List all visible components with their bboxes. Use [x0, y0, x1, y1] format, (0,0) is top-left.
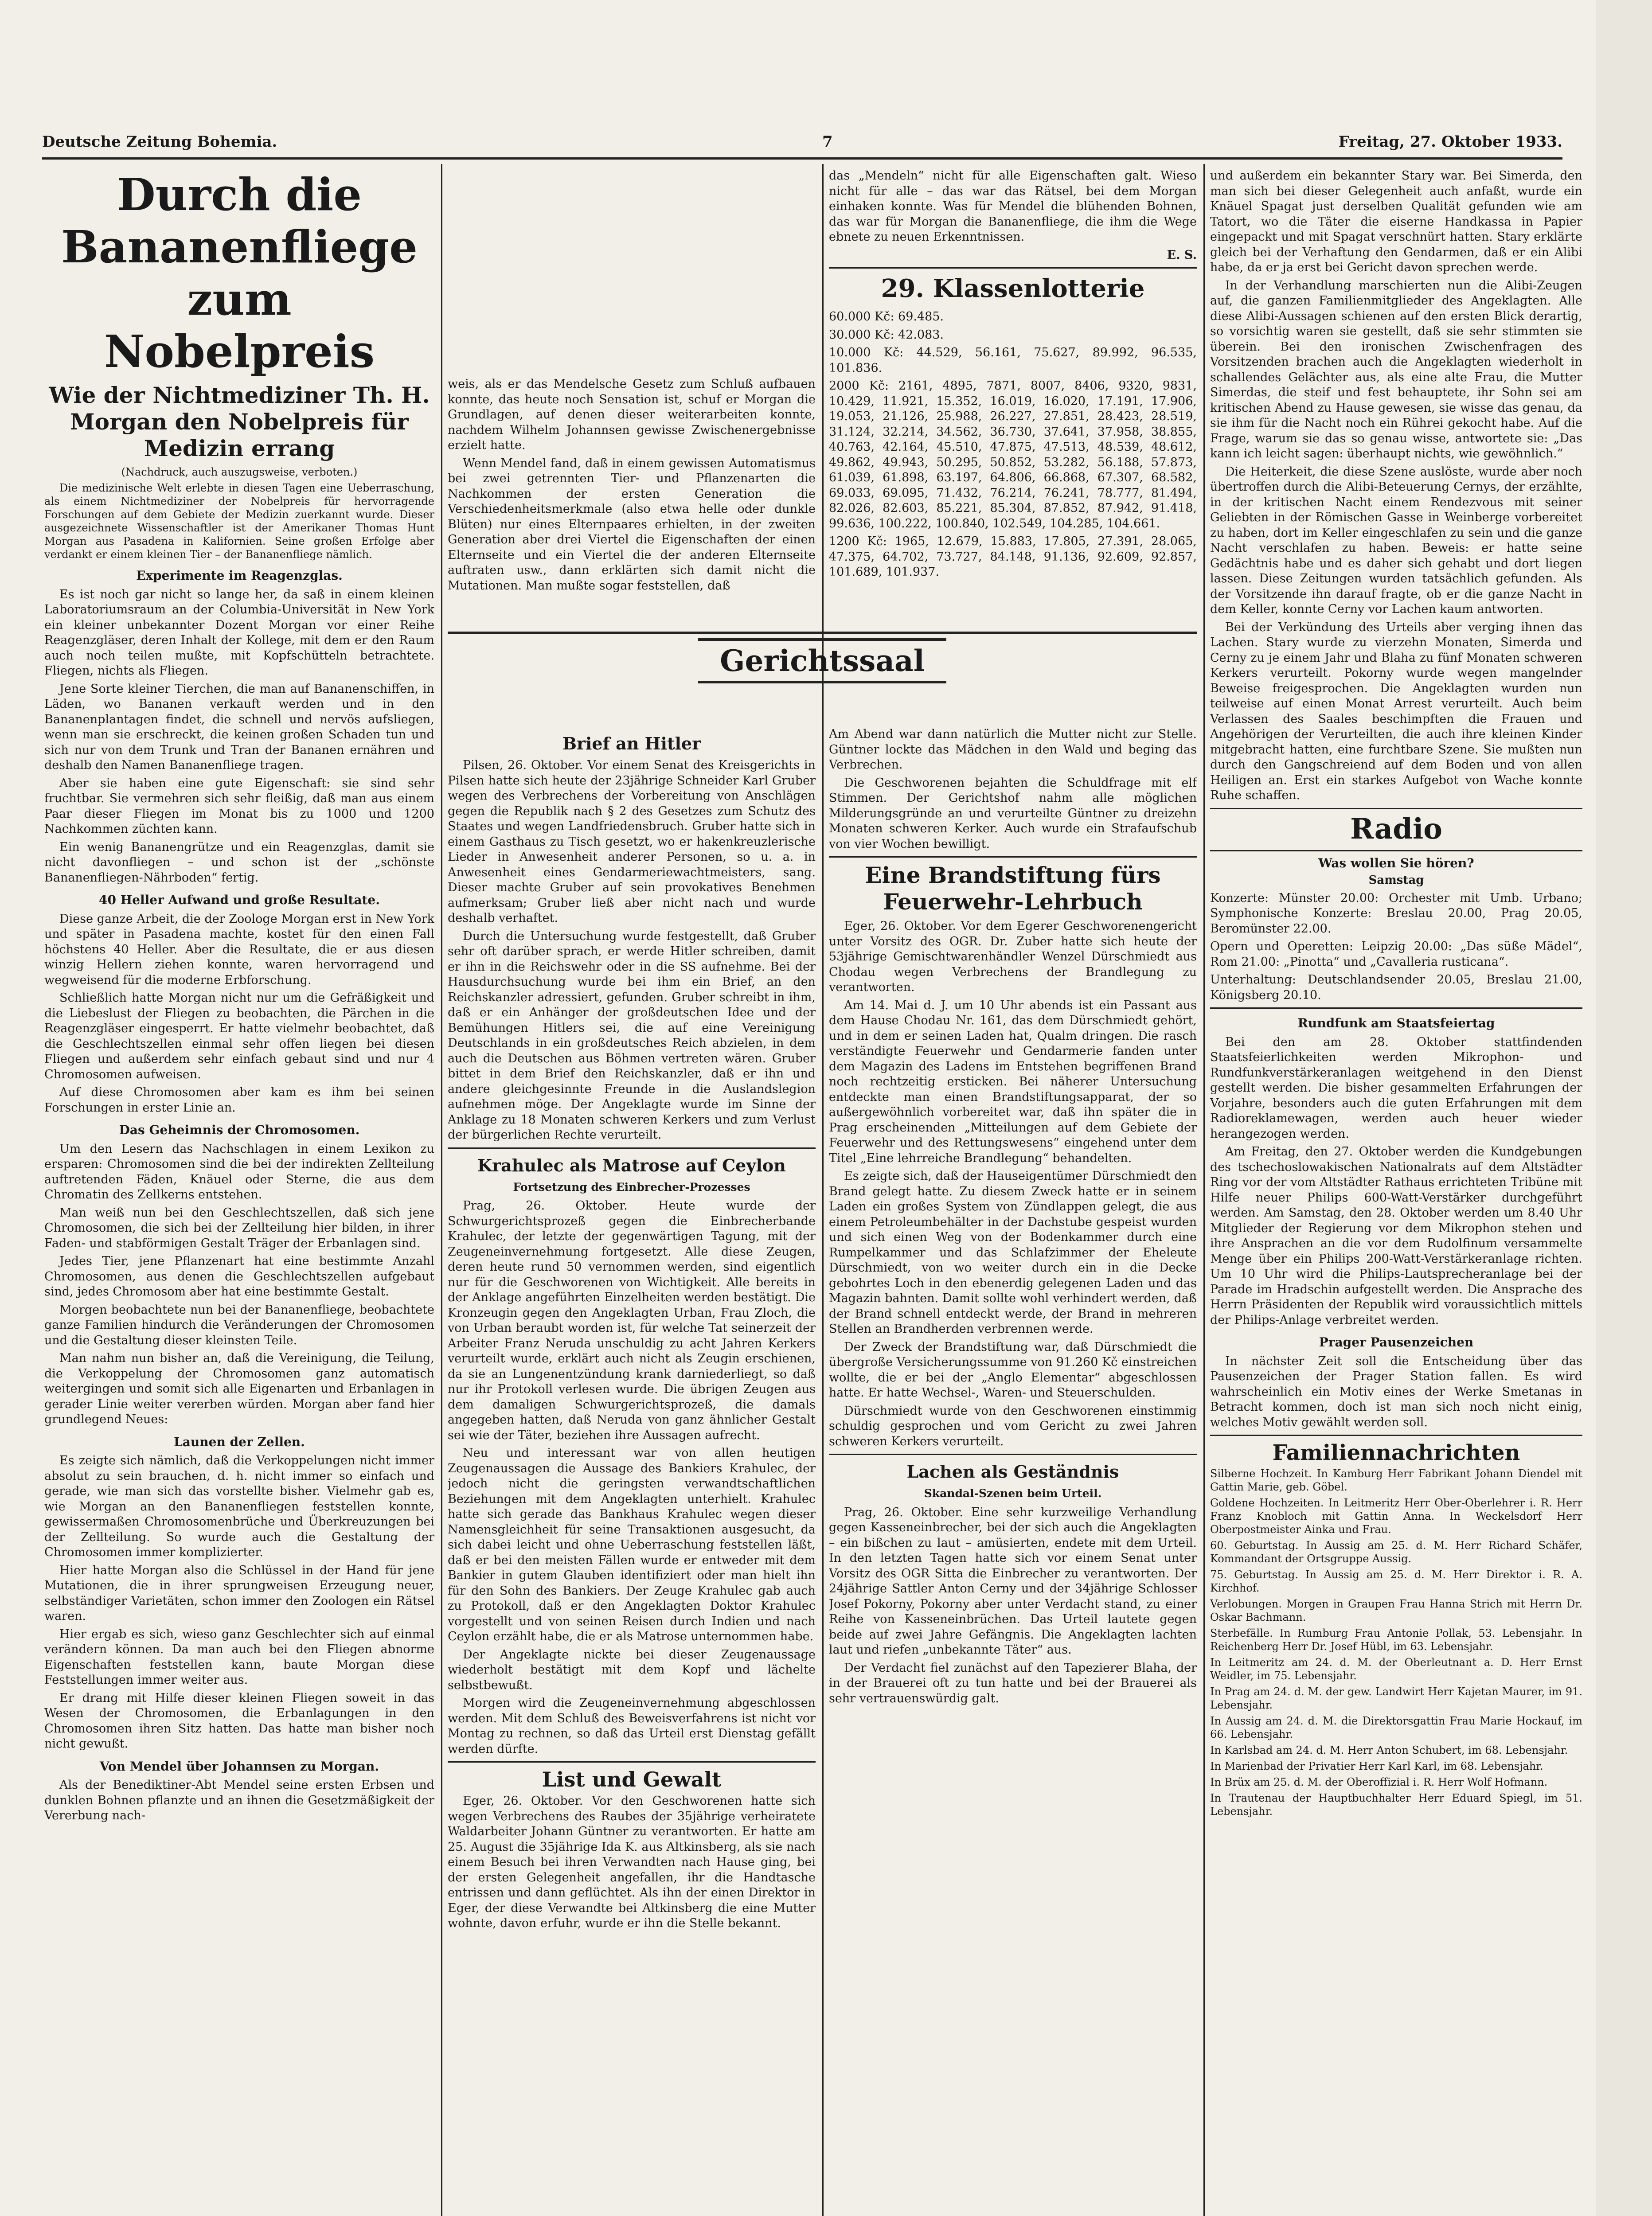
author-signature: E. S.: [1167, 248, 1197, 262]
paragraph: Auf diese Chromosomen aber kam es ihm bei seinen Forschungen in erster Linie an.: [44, 1085, 434, 1115]
paragraph: Am Freitag, den 27. Oktober werden die Kundgebungen des tschechoslowakischen Nationalrats auf dem Altstädter Ring vor der vom Altstädter Rathaus errichteten Tribüne mit Hilfe neuer Philips 600-Watt-Verstärker durchgeführt werden. Am Samstag, den 28. Oktober werden um 8.40 Uhr Mitglieder der Regierung vor dem Mikrophon stehen und ihre Ansprachen an die vor dem Rudolfinum versammelte Menge über ein Philips 200-Watt-Verstärkeranlage richten. Um 10 Uhr wird die Philips-Lautsprecheranlage bei der Parade im Hradschin aufgestellt werden. Die Ansprache des Herrn Präsidenten der Republik wird voraussichtlich mittels der Philips-Anlage verbreitet werden.: [1210, 1145, 1582, 1327]
column-divider: [1203, 164, 1205, 2216]
family-news-list: [1210, 1467, 1582, 1818]
paragraph: Um den Lesern das Nachschlagen in einem Lexikon zu ersparen: Chromosomen sind die bei der indirekten Zellteilung auftretenden Fäden, Knäuel oder Sterne, die aus dem Chromatin des Zellkerns entstehen.: [44, 1142, 434, 1202]
paragraph: Als der Benediktiner-Abt Mendel seine ersten Erbsen und dunklen Bohnen pflanzte und an ihnen die Gesetzmäßigkeit der Vererbung nach-: [44, 1778, 434, 1822]
family-news-item: In Brüx am 25. d. M. der Oberoffizial i. R. Herr Wolf Hofmann.: [1210, 1776, 1548, 1788]
paragraph: Es zeigte sich, daß der Hauseigentümer Dürschmiedt den Brand gelegt hatte. Zu diesem Zweck hatte er in seinem Laden ein großes System von Zündlappen gelegt, die aus einem Petroleumbehälter in der Dachstube gespeist wurden und sich einen Weg von der Bodenkammer durch eine Rumpelkammer und das Schlafzimmer der Eheleute Dürschmiedt, von wo weiter durch ein in die Decke gebohrtes Loch in den ebenerdig gelegenen Laden und das Magazin bahnten. Damit sollte wohl verhindert werden, daß der Brand schnell entdeckt werde, der Brand in mehreren Stellen an Brandherden verbrennen werde.: [829, 1169, 1197, 1336]
court-section-title: Gerichtssaal: [698, 638, 946, 683]
lottery-line: 10.000 Kč: 44.529, 56.161, 75.627, 89.992, 96.535, 101.836.: [829, 346, 1197, 375]
family-news-item: In Karlsbad am 24. d. M. Herr Anton Schubert, im 68. Lebensjahr.: [1210, 1744, 1568, 1756]
divider: [448, 1147, 816, 1149]
lottery-results: [829, 309, 1197, 580]
paragraph: Es zeigte sich nämlich, daß die Verkoppelungen nicht immer absolut zu sein brauchen, d. h. nicht immer so einfach und gerade, wie man sich das vorstellte bisher. Vielmehr gab es, wie Morgan an den Bananenfliegen feststellen konnte, gewissermaßen Chromosomenbrüche und Überkreuzungen bei der Zellteilung. So wurde auch die Gestaltung der Chromosomen immer komplizierter.: [44, 1454, 434, 1559]
paragraph: Die Heiterkeit, die diese Szene auslöste, wurde aber noch übertroffen durch die Alibi-Beteuerung Cernys, der erzählte, in der kritischen Nacht einem Rendezvous mit seiner Geliebten in der Römischen Gasse in Weinberge vorbereitet zu haben, dort im Keller eingeschlafen zu sein und die ganze Nacht verschlafen zu haben. Beweis: er hatte seine Gedächtnis habe und es daher sich gehabt und dort liegen lassen. Diese Zeitungen wurden tatsächlich gefunden. Als der Vorsitzende ihn darauf fragte, ob er die ganze Nacht in dem Keller, konnte Cerny vor Lachen kaum antworten.: [1210, 464, 1582, 616]
column-divider: [822, 164, 824, 2216]
paragraph: Wenn Mendel fand, daß in einem gewissen Automatismus bei zwei getrennten Tier- und Pflanzenarten die Nachkommen der ersten Generation die Verschiedenheitsmerkmale (also etwa helle oder dunkle Blüten) nur eines Elternpaares erhielten, in der zweiten Generation aber drei Viertel die Eigenschaften der einen Elternseite und ein Viertel die der anderen Elternseite auftraten usw., dann erklärten sich damit nicht die Mutationen. Man mußte sogar feststellen, daß: [448, 456, 816, 593]
paragraph: Morgen wird die Zeugeneinvernehmung abgeschlossen werden. Mit dem Schluß des Beweisverfahrens ist nicht vor Montag zu rechnen, so daß das Urteil erst Dienstag gefällt werden dürfte.: [448, 1696, 816, 1756]
paragraph: Prag, 26. Oktober. Heute wurde der Schwurgerichtsprozeß gegen die Einbrecherbande Krahulec, der letzte der gegenwärtigen Tagung, mit der Zeugeneinvernehmung fortgesetzt. Alle diese Zeugen, deren heute rund 50 vernommen werden, sind eigentlich nur für die Geschworenen von Wichtigkeit. Alle bereits in der Anklage angeführten Einzelheiten werden bestätigt. Die Kronzeugin gegen den Angeklagten Urban, Frau Zloch, die von Urban beraubt worden ist, für welche Tat seinerzeit der Arbeiter Franz Neruda unschuldig zu acht Jahren Kerkers verurteilt wurde, erklärt auch nicht als Zeugin erschienen, da sie an Lungenentzündung krank darniederliegt, so daß nur ihr Protokoll verlesen wurde. Die übrigen Zeugen aus dem damaligen Schwurgerichtsprozeß, die damals angegeben hatten, daß Neruda von ganz ähnlicher Gestalt sei wie der Täter, beziehen ihre Aussagen aufrecht.: [448, 1199, 816, 1442]
paragraph: Bei den am 28. Oktober stattfindenden Staatsfeierlichkeiten werden Mikrophon- und Rundfunkverstärkeranlagen weitgehend in den Dienst gestellt werden. Die bisher gesammelten Erfahrungen der Vorjahre, besonders auch die guten Erfahrungen mit dem Radioreklamewagen, werden auch heuer wieder herangezogen werden.: [1210, 1035, 1582, 1141]
lottery-title: 29. Klassenlotterie: [881, 274, 1145, 303]
paragraph: Schließlich hatte Morgan nicht nur um die Gefräßigkeit und die Liebeslust der Fliegen zu beobachten, die Pärchen in die Reagenzgläser eingesperrt. Er hatte vielmehr beobachtet, daß die Geschlechtszellen einmal sehr offen liegen bei diesen Fliegen und außerdem sehr einfach gebaut sind und nur 4 Chromosomen aufweisen.: [44, 991, 434, 1081]
page-number: 7: [822, 133, 833, 151]
paragraph: Hier ergab es sich, wieso ganz Geschlechter sich auf einmal verändern können. Da man auch bei den Fliegen abnorme Eigenschaften feststellen kann, baute Morgan diese Feststellungen immer weiter aus.: [44, 1627, 434, 1687]
article-title: Lachen als Geständnis: [906, 1462, 1119, 1482]
paragraph: Es ist noch gar nicht so lange her, da saß in einem kleinen Laboratoriumsraum an der Columbia-Universität in New York ein kleiner unbekannter Dozent Morgan vor einer Reihe Reagenzgläser, deren Inhalt der Kollege, mit dem er den Raum auch noch teilen mußte, mit Kopfschütteln betrachtete. Fliegen, nichts als Fliegen.: [44, 587, 434, 678]
article-title: Eine Brandstiftung fürs Feuerwehr-Lehrbuch: [865, 862, 1161, 915]
paragraph: Hier hatte Morgan also die Schlüssel in der Hand für jene Mutationen, die in ihrer sprungweisen Erzeugung neuer, selbständiger Varietäten, schon immer den Zoologen ein Rätsel waren.: [44, 1563, 434, 1623]
paragraph: Er drang mit Hilfe dieser kleinen Fliegen soweit in das Wesen der Chromosomen, die Erbanlagungen in den Chromosomen ihren Sitz hatten. Das hatte man bisher noch nicht gewußt.: [44, 1691, 434, 1751]
lottery-line: 2000 Kč: 2161, 4895, 7871, 8007, 8406, 9320, 9831, 10.429, 11.921, 15.352, 16.019, 16.020, 17.191, 17.906, 19.053, 21.126, 25.988, 26.227, 27.851, 28.423, 28.519, 31.124, 32.214, 34.562, 36.730, 37.641, 37.958, 38.855, 40.763, 42.164, 45.510, 47.875, 47.513, 48.539, 48.612, 49.862, 49.943, 50.295, 50.852, 53.282, 56.188, 57.873, 61.039, 61.898, 63.197, 64.806, 66.868, 67.307, 68.582, 69.033, 69.095, 71.432, 76.214, 76.241, 78.777, 81.494, 82.026, 82.603, 85.221, 85.304, 87.852, 87.942, 91.418, 99.636, 100.222, 100.840, 102.549, 104.285, 104.661.: [829, 379, 1197, 531]
family-news-item: Sterbefälle. In Rumburg Frau Antonie Pollak, 53. Lebensjahr. In Reichenberg Herr Dr. Josef Hübl, im 63. Lebensjahr.: [1210, 1627, 1582, 1653]
paragraph: und außerdem ein bekannter Stary war. Bei Simerda, den man sich bei dieser Gelegenheit auch anfaßt, wurde ein Knäuel Spagat just derselben Qualität gefunden wie am Tatort, wo die Täter die eiserne Handkassa in Papier eingepackt und mit Spagat verschnürt hatten. Stary erklärte gleich bei der Verhaftung den Gendarmen, daß er ein Alibi habe, da er ja erst bei Gericht davon sprechen werde.: [1210, 169, 1582, 274]
family-news-item: In Aussig am 24. d. M. die Direktorsgattin Frau Marie Hockauf, im 66. Lebensjahr.: [1210, 1715, 1582, 1740]
lottery-line: 1200 Kč: 1965, 12.679, 15.883, 17.805, 27.391, 28.065, 47.375, 64.702, 73.727, 84.148, 91.136, 92.609, 92.857, 101.689, 101.937.: [829, 534, 1197, 579]
article-subheading: Fortsetzung des Einbrecher-Prozesses: [513, 1180, 750, 1194]
lottery-line: 60.000 Kč: 69.485.: [829, 310, 944, 324]
headline-line-2: zum Nobelpreis: [104, 273, 375, 378]
article-title: Brief an Hitler: [562, 733, 701, 753]
article-subheading: Skandal-Szenen beim Urteil.: [924, 1487, 1102, 1500]
paragraph: Neu und interessant war von allen heutigen Zeugenaussagen die Aussage des Bankiers Krahulec, der jedoch nicht die geringsten verwandtschaftlichen Beziehungen mit dem Angeklagten unterhielt. Krahulec hatte sich gerade das Bankhaus Krahulec wegen dieser Namensgleichheit für seine Transaktionen ausgesucht, da sich dabei leicht und ohne Ueberraschung feststellen läßt, daß er bei den meisten Fällen wurde er entweder mit dem Bankier in gutem Glauben identifiziert oder man hielt ihn für den Sohn des Bankiers. Der Zeuge Krahulec gab auch zu Protokoll, daß er den Angeklagten Doktor Krahulec vorgestellt und von seinen Reisen durch Indien und nach Ceylon erzählt habe, die er als Matrose unternommen habe.: [448, 1446, 816, 1643]
column-divider: [441, 164, 442, 2216]
paragraph: Der Verdacht fiel zunächst auf den Tapezierer Blaha, der in der Brauerei oft zu tun hatte und bei der Brauerei als sehr vertrauenswürdig galt.: [829, 1661, 1197, 1705]
divider: [1210, 1435, 1582, 1436]
reprint-note: (Nachdruck, auch auszugsweise, verboten.): [121, 466, 358, 478]
paragraph: Prag, 26. Oktober. Eine sehr kurzweilige Verhandlung gegen Kasseneinbrecher, bei der sich auch die Angeklagten – ein bißchen zu laut – amüsierten, endete mit dem Urteil. In den letzten Tagen hatte sich vor einem Senat unter Vorsitz des OGR Sitta die Einbrecher zu verantworten. Der 24jährige Sattler Anton Cerny und der 34jährige Schlosser Josef Pokorny, Pokorny aber unter Verdacht stand, zu einer Reihe von Kasseneinbrüchen. Das Urteil lautete gegen beide auf zwei Jahre Gefängnis. Die Angeklagten lachten laut und riefen „unbekannte Täter“ aus.: [829, 1505, 1197, 1657]
paragraph: das „Mendeln“ nicht für alle Eigenschaften galt. Wieso nicht für alle – das war das Rätsel, bei dem Morgan einhaken konnte. Was für Mendel die blühenden Bohnen, das war für Morgan die Bananenfliege, die ihm die Wege ebnete zu neuen Erkenntnissen.: [829, 169, 1197, 244]
paragraph: Jedes Tier, jene Pflanzenart hat eine bestimmte Anzahl Chromosomen, aus denen die Geschlechtszellen aufgebaut sind, jedes Chromosom aber hat eine bestimmte Gestalt.: [44, 1254, 434, 1299]
paragraph: Durch die Untersuchung wurde festgestellt, daß Gruber sehr oft darüber sprach, er werde Hitler schreiben, damit er ihn in die Reichswehr oder in die SS aufnehme. Bei der Hausdurchsuchung wurde bei ihm ein Brief, an den Reichskanzler adressiert, gefunden. Gruber schreibt in ihm, daß er ein Anhänger der großdeutschen Idee und der Bemühungen Hitlers sei, die auf eine Vereinigung Deutschlands in ein großdeutsches Reich abzielen, in dem auch die Deutschen aus Böhmen vertreten wären. Gruber bittet in dem Brief den Reichskanzler, daß er ihn und andere gleichgesinnte Freunde in die Auslandslegion aufnehmen möge. Der Angeklagte wurde im Sinne der Anklage zu 18 Monaten schweren Kerkers und zum Verlust der bürgerlichen Rechte verurteilt.: [448, 929, 816, 1142]
column-4: [1210, 168, 1582, 2216]
article-subtitle: Wie der Nichtmediziner Th. H. Morgan den Nobelpreis für Medizin errang: [49, 382, 430, 461]
article-title: List und Gewalt: [542, 1767, 722, 1791]
family-news-item: 60. Geburtstag. In Aussig am 25. d. M. Herr Richard Schäfer, Kommandant der Ortsgruppe Aussig.: [1210, 1539, 1582, 1565]
divider: [1210, 850, 1582, 851]
section-rule: [448, 632, 1197, 634]
paragraph: Der Angeklagte nickte bei dieser Zeugenaussage wiederholt bestätigt mit dem Kopf und lächelte selbstbewußt.: [448, 1647, 816, 1692]
radio-section-title: Radio: [1350, 812, 1442, 846]
paragraph: Der Zweck der Brandstiftung war, daß Dürschmiedt die übergroße Versicherungssumme von 91.260 Kč einstreichen wollte, die er bei der „Anglo Elementar“ abgeschlossen hatte. Er hatte Wechsel-, Waren- und Steuerschulden.: [829, 1340, 1197, 1400]
scan-margin: [1596, 0, 1652, 2216]
article-title: Prager Pausenzeichen: [1319, 1335, 1474, 1350]
family-news-item: In Trautenau der Hauptbuchhalter Herr Eduard Spiegl, im 51. Lebensjahr.: [1210, 1792, 1582, 1818]
headline-line-1: Durch die Bananenfliege: [61, 168, 418, 273]
lottery-line: 30.000 Kč: 42.083.: [829, 328, 944, 342]
family-news-item: 75. Geburtstag. In Aussig am 25. d. M. Herr Direktor i. R. A. Kirchhof.: [1210, 1568, 1582, 1594]
paragraph: In der Verhandlung marschierten nun die Alibi-Zeugen auf, die ganzen Familienmitglieder des Angeklagten. Alle diese Alibi-Aussagen schienen auf den ersten Blick derartig, so vorsichtig waren sie gestellt, daß sie sehr stimmten sie überein. Bei den ironischen Zwischenfragen des Vorsitzenden brachen auch die Angeklagten wiederholt in schallendes Gelächter aus, als eine alte Frau, die Mutter Simerdas, die steif und fest behauptete, ihr Sohn sei am kritischen Abend zu Hause gewesen, sie wisse das genau, da sie ihm für die Nacht noch ein Rührei gekocht habe. Auf die Frage, warum sie das so genau wisse, antwortete sie: „Das kann ich leicht sagen: überhaupt nichts, wie gewöhnlich.“: [1210, 278, 1582, 460]
paragraph: Aber sie haben eine gute Eigenschaft: sie sind sehr fruchtbar. Sie vermehren sich sehr fleißig, daß man aus einem Paar dieser Fliegen im Monat bis zu 1000 und 1200 Nachkommen züchten kann.: [44, 776, 434, 836]
paragraph: Morgen beobachtete nun bei der Bananenfliege, beobachtete ganze Familien hindurch die Veränderungen der Chromosomen und die Gestaltung dieser kleinsten Teile.: [44, 1303, 434, 1347]
radio-listing: Opern und Operetten: Leipzig 20.00: „Das süße Mädel“, Rom 21.00: „Pinotta“ und „Cavalleria rusticana“.: [1210, 940, 1582, 969]
radio-day: Samstag: [1368, 874, 1424, 887]
paragraph: Diese ganze Arbeit, die der Zoologe Morgan erst in New York und später in Pasadena machte, kostet für den einen Fall höchstens 40 Heller. Aber die Resultate, die er aus diesen winzig Hellern ziehen konnte, waren hervorragend und wegweisend für die moderne Erbforschung.: [44, 912, 434, 987]
paragraph: Am 14. Mai d. J. um 10 Uhr abends ist ein Passant aus dem Hause Chodau Nr. 161, das dem Dürschmiedt gehört, und in dem er seinen Laden hat, Qualm dringen. Die rasch verständigte Feuerwehr und Gendarmerie fanden unter dem Magazin des Ladens im Entstehen begriffenen Brand noch rechtzeitig ersticken. Bei näherer Untersuchung entdeckte man einen Brandstiftungsapparat, der so außergewöhnlich vorbereitet war, daß ihn später die in Prag erscheinenden „Mitteilungen auf dem Gebiete der Feuerwehr und des Rettungswesens“ eingehend unter dem Titel „Eine lehrreiche Brandlegung“ behandelten.: [829, 998, 1197, 1165]
column-1: [44, 168, 434, 2216]
paragraph: Pilsen, 26. Oktober. Vor einem Senat des Kreisgerichts in Pilsen hatte sich heute der 23jährige Schneider Karl Gruber wegen des Verbrechens der Vorbereitung von Anschlägen gegen die Republik nach § 2 des Gesetzes zum Schutz des Staates und wegen Landfriedensbruch. Gruber hatte sich in einem Gasthaus zu Tisch gesetzt, wo er hakenkreuzlerische Lieder in Anwesenheit anderer Personen, so u. a. in Anwesenheit eines Gendarmeriewachtmeisters, sang. Dieser machte Gruber auf sein provokatives Benehmen aufmerksam; Gruber ließ aber nicht nach und wurde deshalb verhaftet.: [448, 758, 816, 925]
family-news-item: In Marienbad der Privatier Herr Karl Karl, im 68. Lebensjahr.: [1210, 1760, 1543, 1772]
family-news-item: Silberne Hochzeit. In Kamburg Herr Fabrikant Johann Diendel mit Gattin Marie, geb. Göbel.: [1210, 1467, 1582, 1493]
paragraph: Jene Sorte kleiner Tierchen, die man auf Bananenschiffen, in Läden, wo Bananen verkauft werden und in den Bananenplantagen findet, die schnell und nervös aufsliegen, wenn man sie erschreckt, die keinen großen Schaden tun und sich nur von dem Trunk und Tran der Bananen ernähren und deshalb den Namen Bananenfliege tragen.: [44, 682, 434, 772]
column-3-top: [829, 168, 1197, 678]
divider: [829, 856, 1197, 858]
header-rule: [42, 157, 1562, 160]
column-3-lower: [829, 727, 1197, 2216]
divider: [448, 1761, 816, 1763]
family-news-item: Verlobungen. Morgen in Graupen Frau Hanna Strich mit Herrn Dr. Oskar Bachmann.: [1210, 1598, 1582, 1623]
section-heading: Das Geheimnis der Chromosomen.: [119, 1123, 360, 1137]
page-header: [42, 133, 1562, 160]
divider: [829, 1454, 1197, 1455]
article-title: Rundfunk am Staatsfeiertag: [1297, 1016, 1495, 1030]
radio-listing: Konzerte: Münster 20.00: Orchester mit Umb. Urbano; Symphonische Konzerte: Breslau 20.00, Prag 20.05, Beromünster 22.00.: [1210, 891, 1582, 936]
paragraph: Eger, 26. Oktober. Vor dem Egerer Geschworenengericht unter Vorsitz des OGR. Dr. Zuber hatte sich heute der 53jährige Gemischtwarenhändler Wenzel Dürschmiedt aus Chodau wegen Verbrechens der Brandlegung zu verantworten.: [829, 919, 1197, 994]
family-news-title: Familiennachrichten: [1272, 1440, 1520, 1465]
family-news-item: In Prag am 24. d. M. der gew. Landwirt Herr Kajetan Maurer, im 91. Lebensjahr.: [1210, 1685, 1582, 1711]
paragraph: Dürschmiedt wurde von den Geschworenen einstimmig schuldig gesprochen und vom Gericht zu zwei Jahren schweren Kerkers verurteilt.: [829, 1404, 1197, 1448]
column-2-lower: [448, 727, 816, 2216]
column-2-continuation: [448, 377, 816, 629]
paragraph: weis, als er das Mendelsche Gesetz zum Schluß aufbauen konnte, das heute noch Sensation ist, schuf er Morgan die Grundlagen, auf denen dieser weiterarbeiten konnte, nachdem Wilhelm Johannsen gewisse Zwischenergebnisse erzielt hatte.: [448, 377, 816, 452]
section-heading: Von Mendel über Johannsen zu Morgan.: [99, 1759, 379, 1774]
radio-listing: Unterhaltung: Deutschlandsender 20.05, Breslau 21.00, Königsberg 20.10.: [1210, 973, 1582, 1002]
family-news-item: In Leitmeritz am 24. d. M. der Oberleutnant a. D. Herr Ernst Weidler, im 75. Lebensjahr.: [1210, 1656, 1582, 1682]
divider: [1210, 1007, 1582, 1009]
radio-subtitle: Was wollen Sie hören?: [1318, 855, 1474, 870]
section-heading: Launen der Zellen.: [174, 1434, 305, 1449]
section-heading: Experimente im Reagenzglas.: [136, 568, 343, 583]
paragraph: Eger, 26. Oktober. Vor den Geschworenen hatte sich wegen Verbrechens des Raubes der 35jährige verheiratete Waldarbeiter Johann Güntner zu verantworten. Er hatte am 25. August die 35jährige Ida K. aus Altkinsberg, als sie nach einem Besuch bei ihren Verwandten nach Hause ging, bei der ersten Gelegenheit angefallen, ihr die Handtasche entrissen und dann geflüchtet. Als ihn der einen Direktor in Eger, der diese Verwandte bei Altkinsberg die eine Mutter wohnte, davon erfuhr, wurde er ihn die Stelle bekannt.: [448, 1794, 816, 1930]
issue-date: Freitag, 27. Oktober 1933.: [1338, 133, 1562, 151]
paragraph: Bei der Verkündung des Urteils aber verging ihnen das Lachen. Stary wurde zu vierzehn Monaten, Simerda und Cerny zu je einem Jahr und Blaha zu fünf Monaten schweren Kerkers verurteilt. Pokorny wurde wegen mangelnder Beweise freigesprochen. Die Angeklagten wurden nun teilweise auf einen Monat Arrest verurteilt. Auch beim Verlassen des Saales beschimpften die Frauen und Angehörigen der Verurteilten, die auch ihre kleinen Kinder mitgebracht hatten, eine furchtbare Szene. Sie mußten nun durch den Gangschreiend auf dem Boden und von allen Heiligen an. Erst ein starkes Aufgebot von Wache konnte Ruhe schaffen.: [1210, 620, 1582, 802]
family-news-item: Goldene Hochzeiten. In Leitmeritz Herr Ober-Oberlehrer i. R. Herr Franz Knobloch mit Gattin Anna. In Weckelsdorf Herr Oberpostmeister Ainka und Frau.: [1210, 1497, 1582, 1536]
paragraph: In nächster Zeit soll die Entscheidung über das Pausenzeichen der Prager Station fallen. Es wird wahrscheinlich ein Motiv eines der Werke Smetanas in Betracht kommen, doch ist man sich noch nicht einig, welches Motiv gewählt werden soll.: [1210, 1354, 1582, 1429]
paragraph: Ein wenig Bananengrütze und ein Reagenzglas, damit sie nicht davonfliegen – und schon ist der „schönste Bananenfliegen-Nährboden“ fertig.: [44, 840, 434, 885]
divider: [829, 267, 1197, 269]
court-section-banner: [448, 638, 1197, 683]
divider: [1210, 808, 1582, 809]
paragraph: Man nahm nun bisher an, daß die Vereinigung, die Teilung, die Verkoppelung der Chromosomen ganz automatisch weitergingen und somit sich alle Eigenarten und Erbanlagen in gerader Linie weiter vererben würden. Morgan aber fand hier grundlegend Neues:: [44, 1351, 434, 1426]
article-title: Krahulec als Matrose auf Ceylon: [477, 1155, 786, 1175]
paragraph: Man weiß nun bei den Geschlechtszellen, daß sich jene Chromosomen, die sich bei der Zellteilung hier bilden, in ihrer Faden- und stabförmigen Gestalt Träger der Erbanlagen sind.: [44, 1206, 434, 1250]
article-lead: Die medizinische Welt erlebte in diesen Tagen eine Ueberraschung, als einem Nichtmediziner der Nobelpreis für hervorragende Forschungen auf dem Gebiete der Medizin zuerkannt wurde. Dieser ausgezeichnete Wissenschaftler ist der Amerikaner Thomas Hunt Morgan aus Pasadena in Kalifornien. Seine großen Erfolge aber verdankt er einem kleinen Tier – der Bananenfliege nämlich.: [44, 482, 434, 561]
newspaper-name: Deutsche Zeitung Bohemia.: [42, 133, 277, 151]
paragraph: Am Abend war dann natürlich die Mutter nicht zur Stelle. Güntner lockte das Mädchen in den Wald und beging das Verbrechen.: [829, 727, 1197, 772]
section-heading: 40 Heller Aufwand und große Resultate.: [99, 893, 380, 907]
paragraph: Die Geschworenen bejahten die Schuldfrage mit elf Stimmen. Der Gerichtshof nahm alle möglichen Milderungsgründe an und verurteilte Güntner zu dreizehn Monaten schweren Kerker. Auch wurde ein Strafaufschub von vier Wochen bewilligt.: [829, 776, 1197, 851]
